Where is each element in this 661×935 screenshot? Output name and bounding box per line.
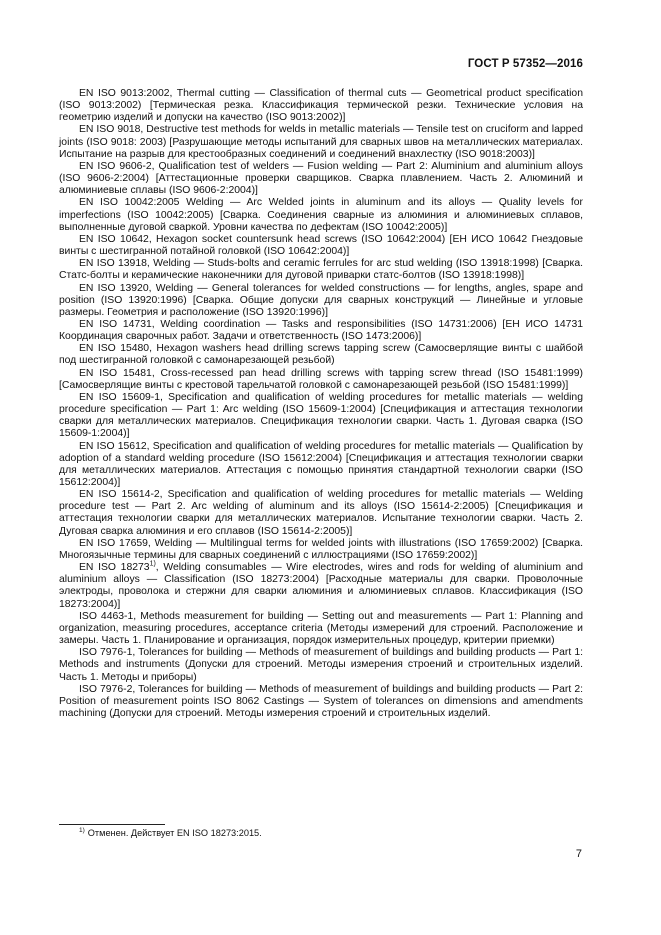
reference-text: , Welding consumables — Wire electrodes, wires and rods for welding of aluminium and aluminium alloys — Classification (ISO 18273:2004) [Расходные материалы для сварки. Проволочные электроды, проволока и стержни для сварки алюминия и алюминиевых сплавов. Классификация (ISO 18273:2004)] — [59, 562, 583, 610]
reference-item: EN ISO 10642, Hexagon socket countersunk head screws (ISO 10642:2004) [ЕН ИСО 10642 Гнездовые винты с шестигранной потайной головкой (ISO 10642:2004)] — [59, 233, 583, 258]
reference-item: EN ISO 13920, Welding — General tolerances for welded constructions — for lengths, angles, spape and position (ISO 13920:1996) [Сварка. Общие допуски для сварных конструкций — Линейные и угловые размеры. Геометрия и расположение (ISO 13920:1996)] — [59, 282, 583, 318]
footnote-ref-mark: 1) — [149, 560, 156, 568]
reference-item: EN ISO 13918, Welding — Studs-bolts and ceramic ferrules for arc stud welding (ISO 13918:1998) [Сварка. Статс-болты и керамические наконечники для дуговой приварки статс-болтов (ISO 13918:1998)] — [59, 258, 583, 282]
reference-item: EN ISO 9013:2002, Thermal cutting — Classification of thermal cuts — Geometrical product specification (ISO 9013:2002) [Термическая резка. Классификация термической резки. Технические условия на геометрию изделий и допуски на качество (ISO 9013:2002)] — [59, 88, 583, 124]
reference-item: EN ISO 15612, Specification and qualification of welding procedures for metallic materials — Qualification by adoption of a standard welding procedure (ISO 15612:2004) [Спецификация и аттестация технологии сварки для металлических материалов. Аттестация с помощью принятия стандартной технологии сварки (ISO 15612:2004)] — [59, 440, 583, 488]
page-header: ГОСТ Р 57352—2016 — [467, 58, 583, 70]
reference-item: ISO 4463-1, Methods measurement for building — Setting out and measurements — Part 1: Planning and organization, measuring procedures, acceptance criteria (Методы измерений для строений. Расположение и замеры. Часть 1. Планирование и организация, порядок измерительных процедур, критерии приемки) — [59, 610, 583, 647]
reference-item: EN ISO 15481, Cross-recessed pan head drilling screws with tapping screw thread (ISO 15481:1999) [Самосверлящие винты с крестовой тарельчатой головкой с самонарезающей резьбой (ISO 15481:1999)] — [59, 367, 583, 391]
reference-item: EN ISO 15614-2, Specification and qualification of welding procedures for metallic materials — Welding procedure test — Part 2. Arc welding of aluminum and its alloys (ISO 15614-2:2005) [Спецификация и аттестация технологии сварки для металлических материалов. Испытание технологии сварки. Часть 2. Дуговая сварка алюминия и его сплавов (ISO 15614-2:2005)] — [59, 489, 583, 537]
footnote-divider — [59, 824, 165, 825]
page-number: 7 — [575, 848, 582, 860]
reference-item: EN ISO 15480, Hexagon washers head drilling screws tapping screw (Самосверлящие винты с шайбой под шестигранной головкой с самонарезающей резьбой) — [59, 343, 583, 367]
reference-item: EN ISO 17659, Welding — Multilingual terms for welded joints with illustrations (ISO 17659:2002) [Сварка. Многоязычные термины для сварных соединений с иллюстрациями (ISO 17659:2002)] — [59, 537, 583, 561]
reference-code: EN ISO 18273 — [79, 562, 150, 574]
footnote-text: Отменен. Действует EN ISO 18273:2015. — [87, 828, 262, 838]
reference-list — [59, 88, 583, 720]
reference-item: EN ISO 9606-2, Qualification test of welders — Fusion welding — Part 2: Aluminium and aluminium alloys (ISO 9606-2:2004) [Аттестационные проверки сварщиков. Сварка плавлением. Часть 2. Алюминий и алюминиевые сплавы (ISO 9606-2:2004)] — [59, 160, 583, 197]
reference-item: ISO 7976-1, Tolerances for building — Methods of measurement of buildings and building products — Part 1: Methods and instruments (Допуски для строений. Методы измерения строений и строительных изделий. Часть 1. Методы и приборы) — [59, 647, 583, 683]
reference-item: ISO 7976-2, Tolerances for building — Methods of measurement of buildings and building products — Part 2: Position of measurement points ISO 8062 Castings — System of tolerances on dimensions and amendments machining (Допуски для строений. Методы измерения строений и строительных изделий. — [59, 683, 583, 719]
reference-item: EN ISO 15609-1, Specification and qualification of welding procedures for metallic materials — welding procedure specification — Part 1: Arc welding (ISO 15609-1:2004) [Спецификация и аттестация технологии сварки для металлических материалов. Спецификация технологии сварки. Часть 1. Дуговая сварка (ISO 15609-1:2004)] — [59, 391, 583, 440]
reference-item: EN ISO 9018, Destructive test methods for welds in metallic materials — Tensile test on cruciform and lapped joints (ISO 9018: 2003) [Разрушающие методы испытаний для сварных швов на металлических материалах. Испытание на разрыв для крестообразных соединений и соединений внахлестку (ISO 9018:2003)] — [59, 124, 583, 160]
reference-item: EN ISO 10042:2005 Welding — Arc Welded joints in aluminum and its alloys — Quality levels for imperfections (ISO 10042:2005) [Сварка. Соединения сварные из алюминия и алюминиевых сплавов, выполненные дуговой сваркой. Уровни качества по дефектам (ISO 10042:2005)] — [59, 197, 583, 233]
footnote — [79, 828, 262, 839]
footnote-mark: 1) — [79, 826, 85, 834]
reference-item: EN ISO 14731, Welding coordination — Tasks and responsibilities (ISO 14731:2006) [ЕН ИСО 14731 Координация сварочных работ. Задачи и ответственность (ISO 1473:2006)] — [59, 318, 583, 343]
reference-item-18273 — [59, 562, 583, 611]
